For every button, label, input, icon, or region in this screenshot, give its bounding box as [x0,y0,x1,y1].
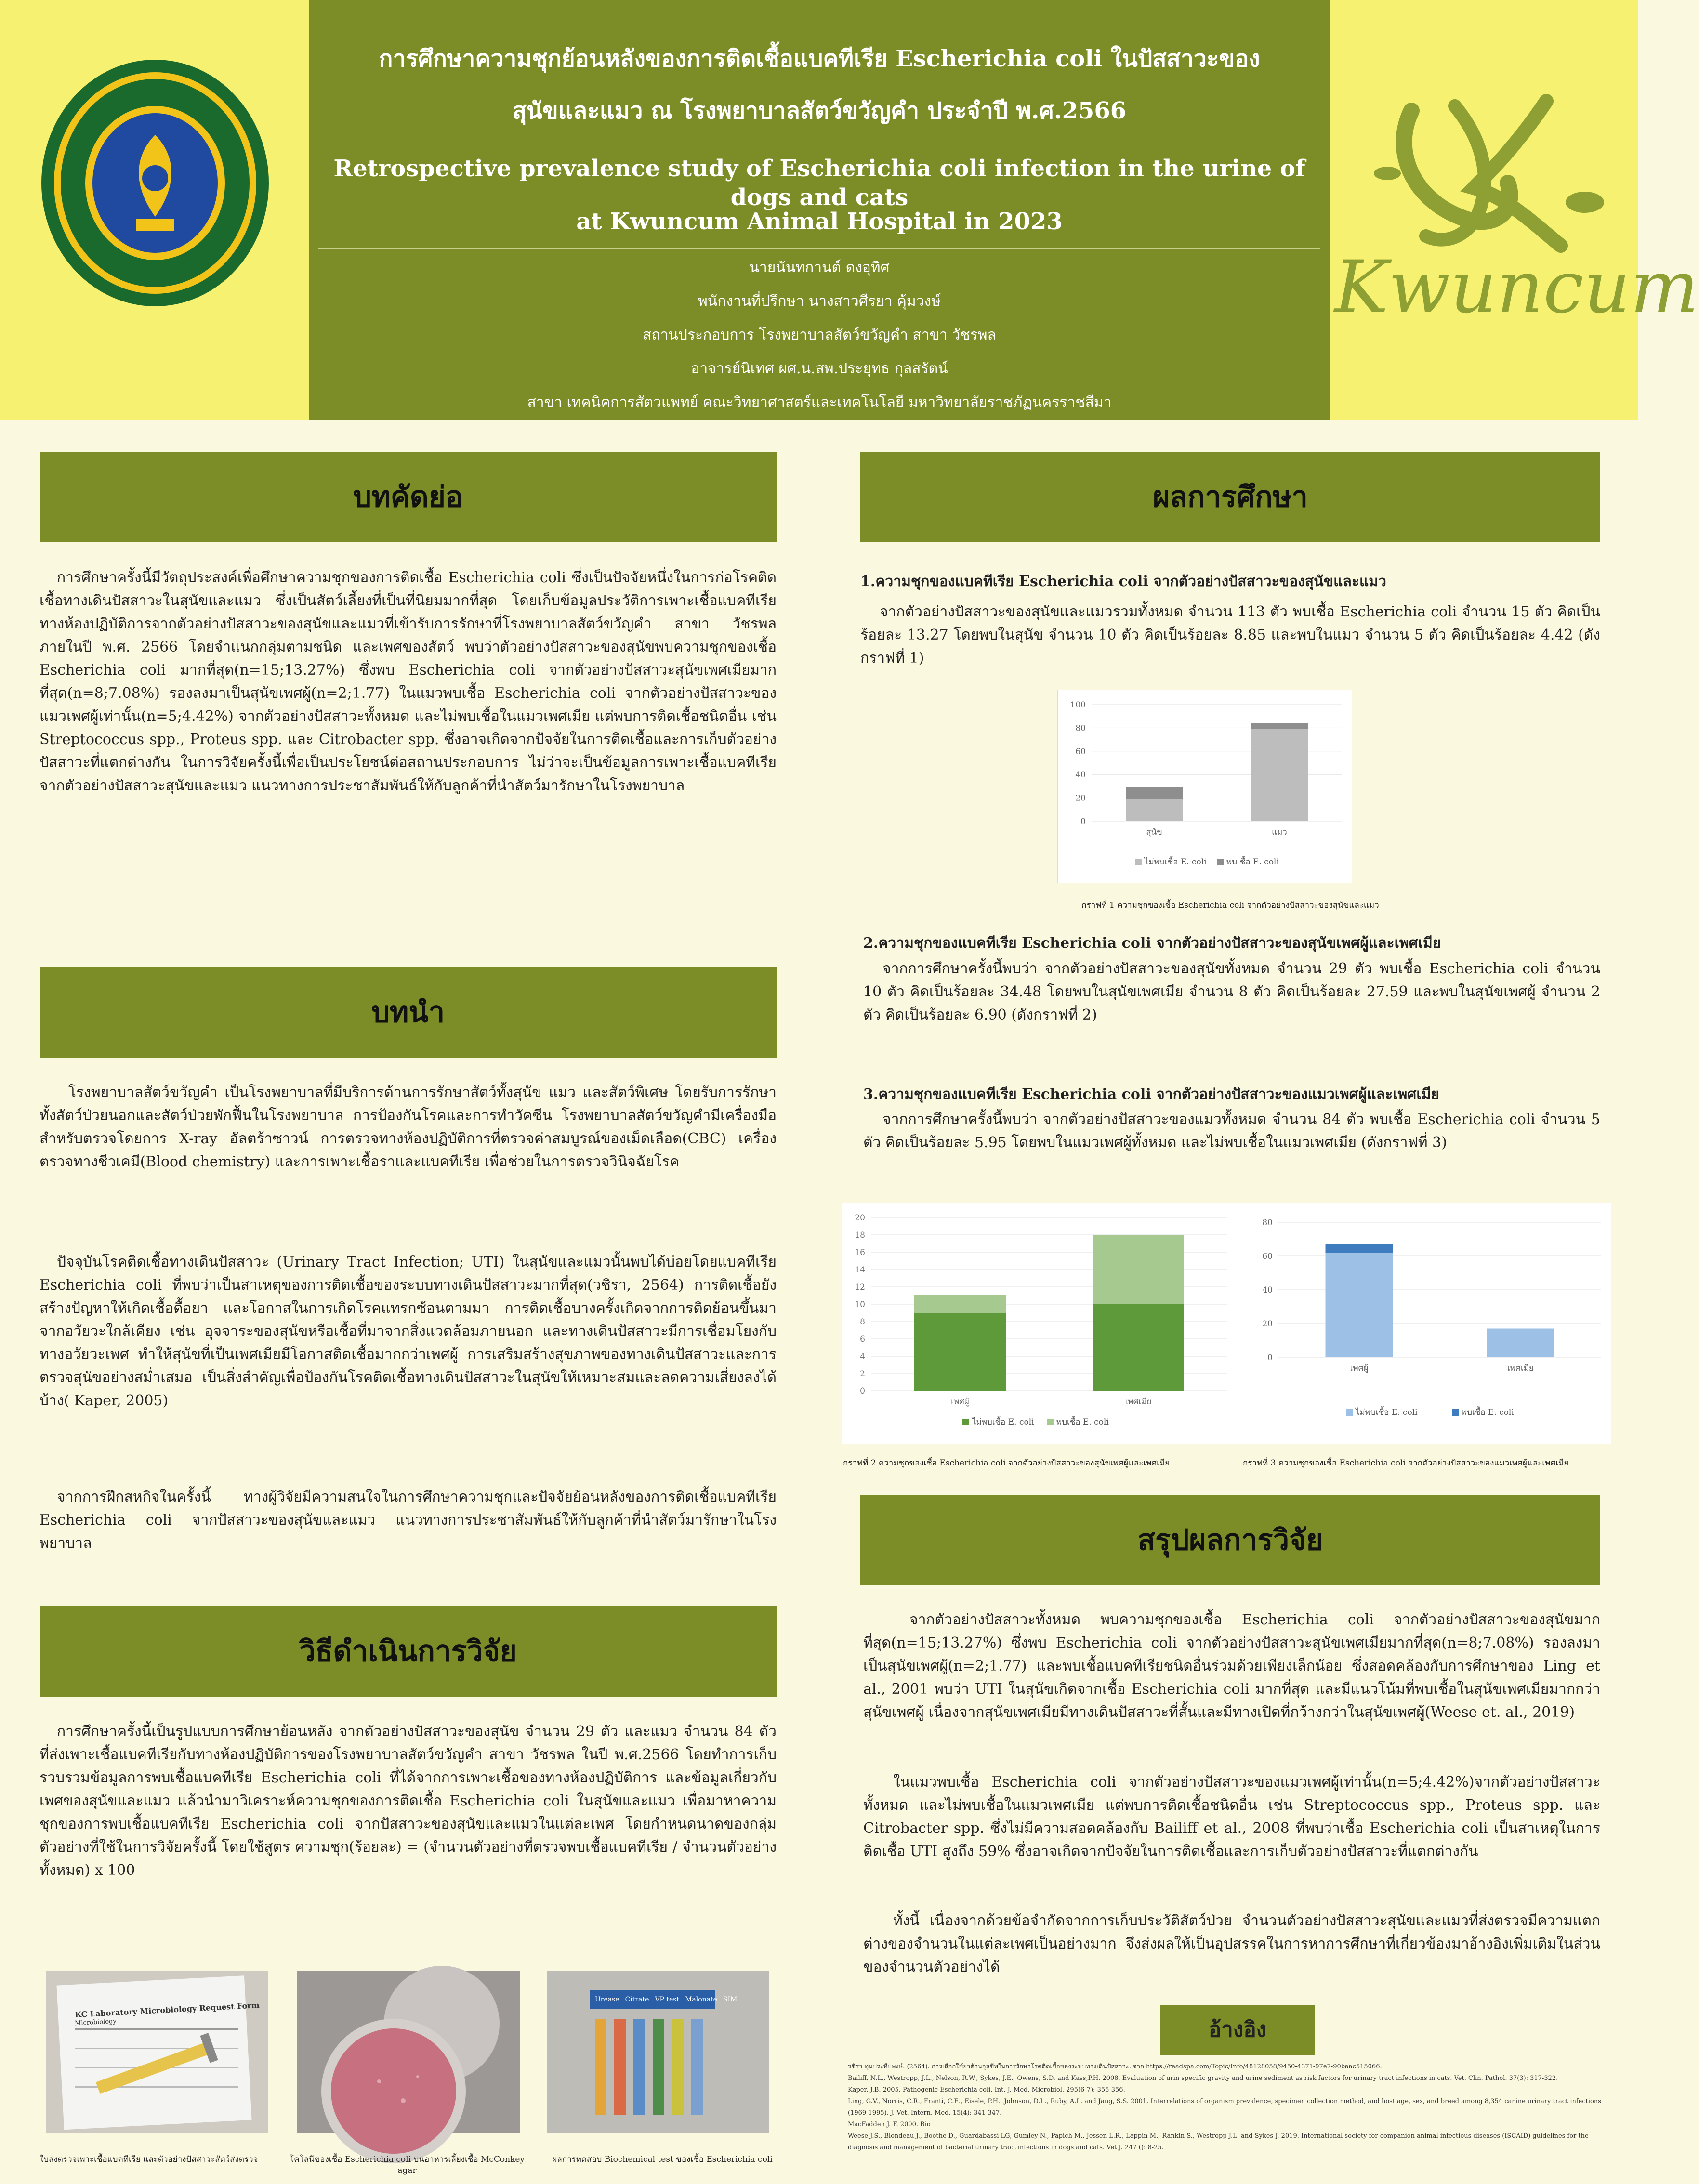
section-results-heading: ผลการศึกษา [860,452,1600,542]
x-tick-label: เพศผู้ [951,1397,969,1407]
y-tick-label: 8 [860,1317,865,1327]
author-name: นายนันทกานต์ ดงอุทิศ [749,259,890,276]
legend-swatch [962,1419,969,1425]
tube-label: SIM [723,1996,738,2003]
chart-1-caption: กราฟที่ 1 ความชุกของเชื้อ Escherichia coli จากตัวอย่างปัสสาวะของสุนัขและแมว [1081,901,1379,910]
photo-request-form [46,1971,268,2133]
y-tick-label: 20 [855,1213,865,1223]
chart-3-caption: กราฟที่ 3 ความชุกของเชื้อ Escherichia coli จากตัวอย่างปัสสาวะของแมวเพศผู้และเพศเมีย [1243,1458,1569,1468]
photo-caption-2: โคโลนีของเชื้อ Escherichia coli บนอาหารเลี้ยงเชื้อ McConkey agar [289,2155,525,2175]
k-monogram-icon [1334,92,1633,250]
intro-paragraph-3: จากการฝึกสหกิจในครั้งนี้ ทางผู้วิจัยมีความสนใจในการศึกษาความชุกและปัจจัยย้อนหลังของการติดเชื้อแบคทีเรีย Escherichia coli จากปัสสาวะของสุนัขและแมว แนวทางการประชาสัมพันธ์ให้กับลูกค้าที่นำสัตว์มารักษาในโรงพยาบาล [40,1489,777,1552]
supervising-teacher: อาจารย์นิเทศ ผศ.น.สพ.ประยุทธ กุลสรัตน์ [691,360,948,377]
workplace: สถานประกอบการ โรงพยาบาลสัตว์ขวัญคำ สาขา วัชรพล [643,327,996,343]
results-subheading-1: 1.ความชุกของแบคทีเรีย Escherichia coli จากตัวอย่างปัสสาวะของสุนัขและแมว [860,573,1386,590]
y-tick-label: 20 [1075,793,1086,803]
y-tick-label: 80 [1075,723,1086,733]
y-tick-label: 40 [1262,1285,1273,1295]
x-tick-label: เพศผู้ [1350,1363,1369,1373]
y-tick-label: 0 [1080,817,1086,826]
chart-3-cat-sex-prevalence [1235,1203,1611,1444]
petri-dish-icon [297,1971,520,2133]
title-thai-line-1: การศึกษาความชุกย้อนหลังของการติดเชื้อแบคทีเรีย Escherichia coli ในปัสสาวะของ [379,45,1260,72]
title-thai-line-2: สุนัขและแมว ณ โรงพยาบาลสัตว์ขวัญคำ ประจำปี พ.ศ.2566 [512,97,1127,124]
section-abstract-heading: บทคัดย่อ [40,452,777,542]
logo-wordmark: Kwuncum [1334,246,1699,329]
results-paragraph-3: จากการศึกษาครั้งนี้พบว่า จากตัวอย่างปัสสาวะของแมวทั้งหมด จำนวน 84 ตัว พบเชื้อ Escherichia coli จำนวน 5 ตัว คิดเป็นร้อยละ 5.95 โดยพบในแมวเพศผู้ทั้งหมด และไม่พบเชื้อในแมวเพศเมีย (ดังกราฟที่ 3) [863,1111,1600,1151]
legend-label: พบเชื้อ E. coli [1056,1417,1109,1427]
tube-label: VP test [655,1996,680,2003]
title-english-line-2: at Kwuncum Animal Hospital in 2023 [576,208,1063,235]
tube-label: Citrate [625,1996,649,2003]
advisor-name: พนักงานที่ปรึกษา นางสาวศีรยา คุ้มวงษ์ [698,293,941,310]
bar-segment [914,1313,1006,1391]
y-tick-label: 60 [1075,746,1086,757]
results-paragraph-1: จากตัวอย่างปัสสาวะของสุนัขและแมวรวมทั้งหมด จำนวน 113 ตัว พบเชื้อ Escherichia coli จำนวน 15 ตัว คิดเป็นร้อยละ 13.27 โดยพบในสุนัข จำนวน 10 ตัว คิดเป็นร้อยละ 8.85 และพบในแมว จำนวน 5 ตัว คิดเป็นร้อยละ 4.42 (ดังกราฟที่ 1) [860,603,1600,667]
section-method-heading: วิธีดำเนินการวิจัย [40,1606,777,1697]
intro-paragraph-2: ปัจจุบันโรคติดเชื้อทางเดินปัสสาวะ (Urinary Tract Infection; UTI) ในสุนัขและแมวนั้นพบได้บ่อยโดยแบคทีเรีย Escherichia coli ที่พบว่าเป็นสาเหตุของการติดเชื้อของระบบทางเดินปัสสาวะมากที่สุด(วชิรา, 2564) การติดเชื้อยังสร้างปัญหาให้เกิดเชื้อดื้อยา และโอกาสในการเกิดโรคแทรกซ้อนตามมา การติดเชื้อบางครั้งเกิดจากการติดย้อนขึ้นมาจากอวัยวะใกล้เคียง เช่น อุจจาระของสุนัขหรือเชื้อที่มาจากสิ่งแวดล้อมภายนอก และทางเดินปัสสาวะมีการเชื่อมโยงกับทางอวัยวะเพศ ทำให้สุนัขที่เป็นเพศเมียมีโอกาสติดเชื้อมากกว่าเพศผู้ การเสริมสร้างสุขภาพของทางเดินปัสสาวะและการตรวจสุนัขอย่างสม่ำเสมอ เป็นสิ่งสำคัญเพื่อป้องกันโรคติดเชื้อทางเดินปัสสาวะในสุนัขให้เหมาะสมและลดความเสี่ยงลงได้บ้าง( Kaper, 2005) [40,1254,777,1409]
section-conclusion-heading: สรุปผลการวิจัย [860,1495,1600,1585]
bar-segment [914,1295,1006,1313]
conclusion-paragraph-1: จากตัวอย่างปัสสาวะทั้งหมด พบความชุกของเชื้อ Escherichia coli จากตัวอย่างปัสสาวะของสุนัขมากที่สุด(n=15;13.27%) ซึ่งพบ Escherichia coli จากตัวอย่างปัสสาวะสุนัขเพศเมียมากที่สุด(n=8;7.08%) รองลงมาเป็นสุนัขเพศผู้(n=2;1.77) และพบเชื้อแบคทีเรียชนิดอื่นร่วมด้วยเพียงเล็กน้อย ซึ่งสอดคล้องกับการศึกษาของ Ling et al., 2001 พบว่า UTI ในสุนัขเกิดจากเชื้อ Escherichia coli มากที่สุด และมีแนวโน้มที่พบเชื้อในสุนัขเพศเมียมากกว่าสุนัขเพศผู้ เนื่องจากสุนัขเพศเมียมีทางเดินปัสสาวะที่สั้นและมีทางเปิดที่กว้างกว่าในสุนัขเพศผู้(Weese et. al., 2019) [863,1611,1600,1721]
bar-segment [1487,1329,1554,1358]
y-tick-label: 0 [1267,1353,1273,1362]
y-tick-label: 10 [855,1300,865,1309]
legend-swatch [1217,859,1224,865]
bar-segment [1251,723,1308,729]
bar-segment [1093,1304,1184,1391]
legend-label: ไม่พบเชื้อ E. coli [1145,857,1207,867]
y-tick-label: 20 [1262,1319,1273,1329]
chart-1-dog-cat-prevalence [1057,690,1352,883]
chart-2-dog-sex-prevalence [842,1203,1242,1444]
method-text: การศึกษาครั้งนี้เป็นรูปแบบการศึกษาย้อนหลัง จากตัวอย่างปัสสาวะของสุนัข จำนวน 29 ตัว และแมว จำนวน 84 ตัว ที่ส่งเพาะเชื้อแบคทีเรียกับทางห้องปฏิบัติการของโรงพยาบาลสัตว์ขวัญคำ สาขา วัชรพล ในปี พ.ศ.2566 โดยทำการเก็บรวบรวมข้อมูลการพบเชื้อแบคทีเรีย Escherichia coli ที่ได้จากการเพาะเชื้อของทางห้องปฏิบัติการ และข้อมูลเกี่ยวกับเพศของสุนัขและแมว แล้วนำมาวิเคราะห์ความชุกของการติดเชื้อ Escherichia coli ในสุนัขและแมว เพื่อมาหาความชุกของการพบเชื้อแบคทีเรีย Escherichia coli จากปัสสาวะของสุนัขและแมวในแต่ละเพศ โดยกำหนดนาดของกลุ่มตัวอย่างที่ใช้ในการวิจัยครั้งนี้ โดยใช้สูตร ความชุก(ร้อยละ) = (จำนวนตัวอย่างที่ตรวจพบเชื้อแบคทีเรีย / จำนวนตัวอย่างทั้งหมด) x 100 [40,1723,777,1879]
legend-label: พบเชื้อ E. coli [1462,1408,1514,1417]
reference-item: Weese J.S., Blondeau J., Boothe D., Guardabassi LG, Gumley N., Papich M., Jessen L.R., Lappin M., Rankin S., Westropp J.L. and Sykes J. 2019. International society for companion animal infectious diseases (ISCAID) guidelines for the diagnosis and management of bacterial urinary tract infections in dogs and cats. Vet J. 247 (): 8-25. [848,2132,1589,2151]
section-references-heading: อ้างอิง [1160,2005,1315,2055]
results-subheading-2: 2.ความชุกของแบคทีเรีย Escherichia coli จากตัวอย่างปัสสาวะของสุนัขเพศผู้และเพศเมีย [863,935,1441,952]
reference-item: Kaper, J.B. 2005. Pathogenic Escherichia coli. Int. J. Med. Microbiol. 295(6-7): 355-356. [848,2086,1125,2093]
x-tick-label: แมว [1272,827,1287,837]
legend-label: ไม่พบเชื้อ E. coli [972,1417,1034,1427]
kwuncum-logo [1334,92,1699,332]
legend-swatch [1135,859,1142,865]
reference-item: Bailiff, N.L., Westropp, J.L., Nelson, R.W., Sykes, J.E., Owens, S.D. and Kass,P.H. 2008. Evaluation of urin specific gravity and urine sediment as risk factors for urinary tract infections in cats. Vet. Clin. Pathol. 37(3): 317-322. [848,2075,1558,2082]
y-tick-label: 4 [860,1352,865,1361]
tube-label: Urease [595,1996,619,2003]
results-paragraph-2: จากการศึกษาครั้งนี้พบว่า จากตัวอย่างปัสสาวะของสุนัขทั้งหมด จำนวน 29 ตัว พบเชื้อ Escherichia coli จำนวน 10 ตัว คิดเป็นร้อยละ 34.48 โดยพบในสุนัขเพศเมีย จำนวน 8 ตัว คิดเป็นร้อยละ 27.59 และพบในสุนัขเพศผู้ จำนวน 2 ตัว คิดเป็นร้อยละ 6.90 (ดังกราฟที่ 2) [863,960,1600,1023]
legend-swatch [1047,1419,1054,1425]
photo-caption-1: ใบส่งตรวจเพาะเชื้อแบคทีเรีย และตัวอย่างปัสสาวะสัตว์ส่งตรวจ [40,2155,258,2164]
y-tick-label: 16 [855,1248,865,1257]
photo-culture-plate [297,1971,520,2133]
abstract-text: การศึกษาครั้งนี้มีวัตถุประสงค์เพื่อศึกษาความชุกของการติดเชื้อ Escherichia coli ซึ่งเป็นปัจจัยหนึ่งในการก่อโรคติดเชื้อทางเดินปัสสาวะในสุนัขและแมว ซึ่งเป็นสัตว์เลี้ยงที่เป็นที่นิยมมากที่สุด โดยเก็บข้อมูลประวัติการเพาะเชื้อแบคทีเรียทางห้องปฏิบัติการจากตัวอย่างปัสสาวะของสุนัขและแมวที่เข้ารับการรักษาที่โรงพยาบาลสัตว์ขวัญคำ สาขา วัชรพล ภายในปี พ.ศ. 2566 โดยจำแนกกลุ่มตามชนิด และเพศของสัตว์ พบว่าตัวอย่างปัสสาวะของสุนัขพบความชุกของเชื้อ Escherichia coli มากที่สุด(n=15;13.27%) ซึ่งพบ Escherichia coli จากตัวอย่างปัสสาวะสุนัขเพศเมียมากที่สุด(n=8;7.08%) รองลงมาเป็นสุนัขเพศผู้(n=2;1.77) ในแมวพบเชื้อ Escherichia coli จากตัวอย่างปัสสาวะของแมวเพศผู้เท่านั้น(n=5;4.42%) จากตัวอย่างปัสสาวะทั้งหมด และไม่พบเชื้อในแมวเพศเมีย แต่พบการติดเชื้อชนิดอื่น เช่น Streptococcus spp., Proteus spp. และ Citrobacter spp. ซึ่งอาจเกิดจากปัจจัยในการติดเชื้อและการเก็บตัวอย่างปัสสาวะที่แตกต่างกัน ในการวิจัยครั้งนี้เพื่อเป็นประโยชน์ต่อสถานประกอบการ ไม่ว่าจะเป็นข้อมูลการเพาะเชื้อแบคทีเรียจากตัวอย่างปัสสาวะสุนัขและแมว แนวทางการประชาสัมพันธ์ให้กับลูกค้าที่นำสัตว์มารักษาในโรงพยาบาล [40,569,777,794]
university-seal-icon [40,58,271,308]
y-tick-label: 6 [860,1334,865,1344]
x-tick-label: เพศเมีย [1507,1363,1534,1373]
reference-item: Ling, G.V., Norris, C.R., Franti, C.E., Eisele, P.H., Johnson, D.L., Ruby, A.L. and Jang, S.S. 2001. Interrelations of organism prevalence, specimen collection method, and host age, sex, and breed among 8,354 canine urinary tract infections (1969-1995). J. Vet. Intern. Med. 15(4): 341-347. [848,2098,1601,2117]
y-tick-label: 100 [1070,700,1086,710]
legend-label: พบเชื้อ E. coli [1226,857,1279,867]
request-form-icon [46,1971,268,2133]
x-tick-label: สุนัข [1146,827,1162,837]
reference-item: MacFadden J. F. 2000. Bio [848,2121,931,2128]
bar-segment [1126,787,1183,799]
bar-segment [1326,1244,1393,1253]
request-form-row: Microbiology [74,2017,117,2027]
section-intro-heading: บทนำ [40,967,777,1058]
bar-segment [1251,729,1308,821]
photo-biochemical-tubes [547,1971,769,2133]
y-tick-label: 18 [855,1230,865,1240]
results-subheading-3: 3.ความชุกของแบคทีเรีย Escherichia coli จากตัวอย่างปัสสาวะของแมวเพศผู้และเพศเมีย [863,1086,1439,1103]
bar-segment [1326,1253,1393,1357]
title-english-line-1: Retrospective prevalence study of Escherichia coli infection in the urine of dogs and cats [333,155,1305,211]
x-tick-label: เพศเมีย [1125,1397,1152,1407]
photo-caption-3: ผลการทดสอบ Biochemical test ของเชื้อ Escherichia coli [552,2155,773,2164]
y-tick-label: 0 [860,1386,865,1396]
y-tick-label: 40 [1075,770,1086,780]
intro-paragraph-1: โรงพยาบาลสัตว์ขวัญคำ เป็นโรงพยาบาลที่มีบริการด้านการรักษาสัตว์ทั้งสุนัข แมว และสัตว์พิเศษ โดยรับการรักษาทั้งสัตว์ป่วยนอกและสัตว์ป่วยพักฟื้นในโรงพยาบาล การป้องกันโรคและการทำวัคซีน โรงพยาบาลสัตว์ขวัญคำมีเครื่องมือสำหรับตรวจโดยการ X-ray อัลตร้าซาวน์ การตรวจทางห้องปฏิบัติการที่ตรวจค่าสมบูรณ์ของเม็ดเลือด(CBC) เครื่องตรวจทางชีวเคมี(Blood chemistry) และการเพาะเชื้อราและแบคทีเรีย เพื่อช่วยในการตรวจวินิจฉัยโรค [40,1084,777,1170]
reference-item: วชิรา ทุ่มประทีปพงษ์. (2564). การเลือกใช้ยาต้านจุลชีพในการรักษาโรคติดเชื้อของระบบทางเดินปัสสาวะ. จาก https://readspa.com/Topic/Info/48128058/9450-4371-97e7-90baac515066. [848,2063,1382,2070]
tube-labels [595,1996,737,2003]
y-tick-label: 2 [860,1369,865,1379]
legend-swatch [1346,1409,1353,1416]
y-tick-label: 14 [855,1265,865,1275]
conclusion-paragraph-2: ในแมวพบเชื้อ Escherichia coli จากตัวอย่างปัสสาวะของแมวเพศผู้เท่านั้น(n=5;4.42%)จากตัวอย่างปัสสาวะทั้งหมด และไม่พบเชื้อในแมวเพศเมีย แต่พบการติดเชื้อชนิดอื่น เช่น Streptococcus spp., Proteus spp. และ Citrobacter spp. ซึ่งไม่มีความสอดคล้องกับ Bailiff et al., 2008 ที่พบว่าเชื้อ Escherichia coli เป็นสาเหตุในการติดเชื้อ UTI สูงถึง 59% ซึ่งอาจเกิดจากปัจจัยในการติดเชื้อและการเก็บตัวอย่างปัสสาวะที่แตกต่างกัน [863,1774,1600,1860]
request-form-heading: KC Laboratory Microbiology Request Form [74,2000,260,2020]
y-tick-label: 80 [1262,1218,1273,1228]
references-list [848,2061,1619,2154]
legend-swatch [1452,1409,1459,1416]
legend-label: ไม่พบเชื้อ E. coli [1356,1408,1418,1417]
chart-2-caption: กราฟที่ 2 ความชุกของเชื้อ Escherichia coli จากตัวอย่างปัสสาวะของสุนัขเพศผู้และเพศเมีย [843,1458,1170,1468]
test-tubes-icon [547,1971,769,2133]
conclusion-paragraph-3: ทั้งนี้ เนื่องจากด้วยข้อจำกัดจากการเก็บประวัติสัตว์ป่วย จำนวนตัวอย่างปัสสาวะสุนัขและแมวที่ส่งตรวจมีความแตกต่างของจำนวนในแต่ละเพศเป็นอย่างมาก จึงส่งผลให้เป็นอุปสรรคในการหาการศึกษาที่เกี่ยวข้องมาอ้างอิงเพิ่มเติมในส่วนของจำนวนตัวอย่างได้ [863,1912,1600,1975]
header-divider [318,248,1320,249]
bar-segment [1126,799,1183,821]
y-tick-label: 60 [1262,1252,1273,1261]
bar-segment [1093,1235,1184,1304]
tube-label: Malonate [685,1996,717,2003]
title-panel [309,0,1330,420]
affiliation: สาขา เทคนิคการสัตวแพทย์ คณะวิทยาศาสตร์และเทคโนโลยี มหาวิทยาลัยราชภัฏนครราชสีมา [527,394,1112,411]
y-tick-label: 12 [855,1282,865,1292]
header-band [0,0,1699,420]
